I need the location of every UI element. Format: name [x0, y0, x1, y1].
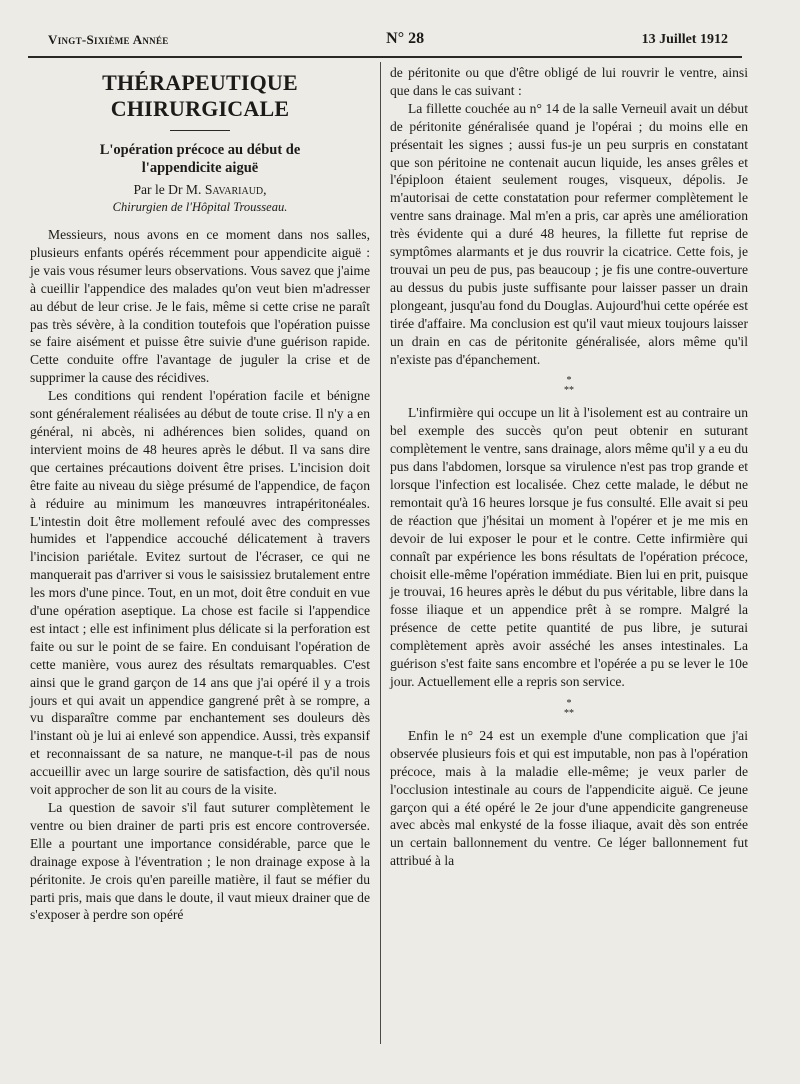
section-separator [390, 376, 748, 396]
section-title: THÉRAPEUTIQUE CHIRURGICALE [102, 70, 298, 121]
author-affiliation: Chirurgien de l'Hôpital Trousseau. [112, 200, 288, 214]
author-name: Savariaud, [204, 182, 267, 197]
section-separator [390, 699, 748, 719]
page-header [48, 22, 728, 48]
paragraph: Enfin le n° 24 est un exemple d'une complication que j'ai observée plusieurs fois et qui est imputable, non pas à l'opération précoce, mais à la maladie elle-même; je veux parler de l'occlusion intestinale au cours de l'appendicite aiguë. Ce jeune garçon qui a été opéré le 2e jour d'une appendicite gangreneuse avec abcès mal enkysté de la fosse iliaque, avait dès son entrée un certain ballonnement du ventre. Ce léger ballonnement fut attribué à la [390, 727, 748, 869]
article-title-line2: l'appendicite aiguë [141, 160, 259, 176]
title-rule [170, 130, 230, 131]
separator-star: * [566, 375, 572, 387]
separator-star: * [569, 707, 574, 719]
article-title [30, 141, 370, 177]
issue-date: 13 Juillet 1912 [641, 32, 728, 47]
column-divider [380, 62, 381, 1044]
separator-star: * [569, 385, 574, 397]
separator-star: * [564, 707, 569, 719]
byline-prefix: Par le Dr M. [133, 182, 202, 197]
paragraph: Messieurs, nous avons en ce moment dans nos salles, plusieurs enfants opérés récemment pour appendicite aiguë : je vais vous résumer leurs observations. Vous savez que j'aime à cueillir l'appendice des malades qu'on veut bien m'adresser au début de leur crise. Je le fais, même si cette crise ne paraît pas très sévère, à la condition toutefois que l'opération puisse se faire aisément et puisse être suivie d'une guérison rapide. Cette conduite offre l'avantage de juguler la crise et de supprimer la cause des récidives. [30, 227, 370, 386]
volume-label: Vingt-Sixième Année [48, 32, 169, 47]
left-column [30, 64, 370, 1044]
header-rule [28, 56, 742, 58]
separator-star: * [564, 385, 569, 397]
right-column [390, 64, 748, 1044]
paragraph: Les conditions qui rendent l'opération facile et bénigne sont généralement réalisées au début de toute crise. Il n'y a en général, ni abcès, ni adhérences bien solides, quand on intervient moins de 48 heures après le début. Il va sans dire que certaines précautions doivent être prises. L'incision doit être faite au niveau du siège présumé de l'appendice, de façon à réduire au minimum les manœuvres intrapéritonéales. L'intestin doit être mollement refoulé avec des compresses humides et l'appendice accouché délicatement à travers l'incision pariétale. Evitez surtout de l'écraser, ce qui ne manquerait pas d'arriver si vous le saisissiez brutalement entre les mors d'une pince. Tout, en un mot, doit être conduit en vue d'une opération aseptique. La chose est facile si l'appendice est intact ; elle est infiniment plus délicate si la perforation est faite ou sur le point de se faire. En conduisant l'opération de cette manière, vous aurez des résultats remarquables. C'est ainsi que le grand garçon de 14 ans que j'ai opéré il y a trois jours et qui avait un appendice gangrené prêt à se rompre, a vu disparaître comme par enchantement ses douleurs dès l'instant où je lui ai enlevé son appendice. Aussi, très expansif et reconnaissant de sa nature, ne manque-t-il pas de nous accueillir avec un large sourire de satisfaction, dès qu'il nous voit approcher de son lit au cours de la visite. [30, 388, 370, 798]
byline [30, 181, 370, 199]
paragraph: La fillette couchée au n° 14 de la salle Verneuil avait un début de péritonite généralisée quand je l'opérai ; du moins elle en présentait les signes ; aussi fus-je un peu surpris en constatant que son péritoine ne contenait aucun liquide, les anses grêles et l'épiploon étaient seulement rouges, visqueux, dépolis. Je m'autorisai de cette constatation pour refermer complètement le ventre sans drainage. Mal m'en a pris, car après une amélioration très évidente qui a duré 48 heures, la fillette fut reprise de symptômes alarmants et je dus rouvrir la cicatrice. Cette fois, je trouvai un peu de pus, pas beaucoup ; je fis une contre-ouverture au dessus du pubis juste suffisante pour laisser passer un drain plongeant, jusqu'au fond du Douglas. Aujourd'hui cette opérée est tirée d'affaire. Ma conclusion est qu'il vaut mieux toujours laisser un drain en cas de péritonite généralisée, alors même qu'il n'existe pas d'épanchement. [390, 100, 748, 367]
paragraph: La question de savoir s'il faut suturer complètement le ventre ou bien drainer de parti pris est encore controversée. Elle a pourtant une importance considérable, parce que le drainage expose à l'éventration ; le non drainage expose à la péritonite. Je crois qu'en pareille matière, il faut se méfier du parti pris, mais que dans le doute, il vaut mieux drainer que de s'exposer à perdre son opéré [30, 800, 370, 923]
separator-star: * [566, 697, 572, 709]
paragraph: L'infirmière qui occupe un lit à l'isolement est au contraire un bel exemple des succès qu'on peut obtenir en suturant complètement le ventre, sans drainage, alors même qu'il y a eu du pus dans l'abdomen, lorsque sa virulence n'est pas trop grande et lorsque l'infection est localisée. Chez cette malade, le début ne remontait qu'à 16 heures lorsque je fus consulté. Elle avait si peu de réaction que j'hésitai un moment à l'opérer et je me mis en devoir de lui exposer le pour et le contre. Cette infirmière qui connaît par expérience les bons résultats de l'opération précoce, choisit elle-même l'opération immédiate. Bien lui en prit, puisque je trouvai, 16 heures après le début du pus véritable, libre dans la fosse iliaque et un appendice prêt à se rompre. Malgré la présence de cette petite quantité de pus libre, je suturai complètement après avoir asséché les anses intestinales. La guérison s'est faite sans encombre et l'opérée a pu se lever le 10e jour. Actuellement elle a repris son service. [390, 405, 748, 689]
article-title-line1: L'opération précoce au début de [99, 142, 301, 158]
issue-number: N° 28 [386, 30, 425, 47]
paragraph: de péritonite ou que d'être obligé de lui rouvrir le ventre, ainsi que dans le cas suivant : [390, 65, 748, 98]
